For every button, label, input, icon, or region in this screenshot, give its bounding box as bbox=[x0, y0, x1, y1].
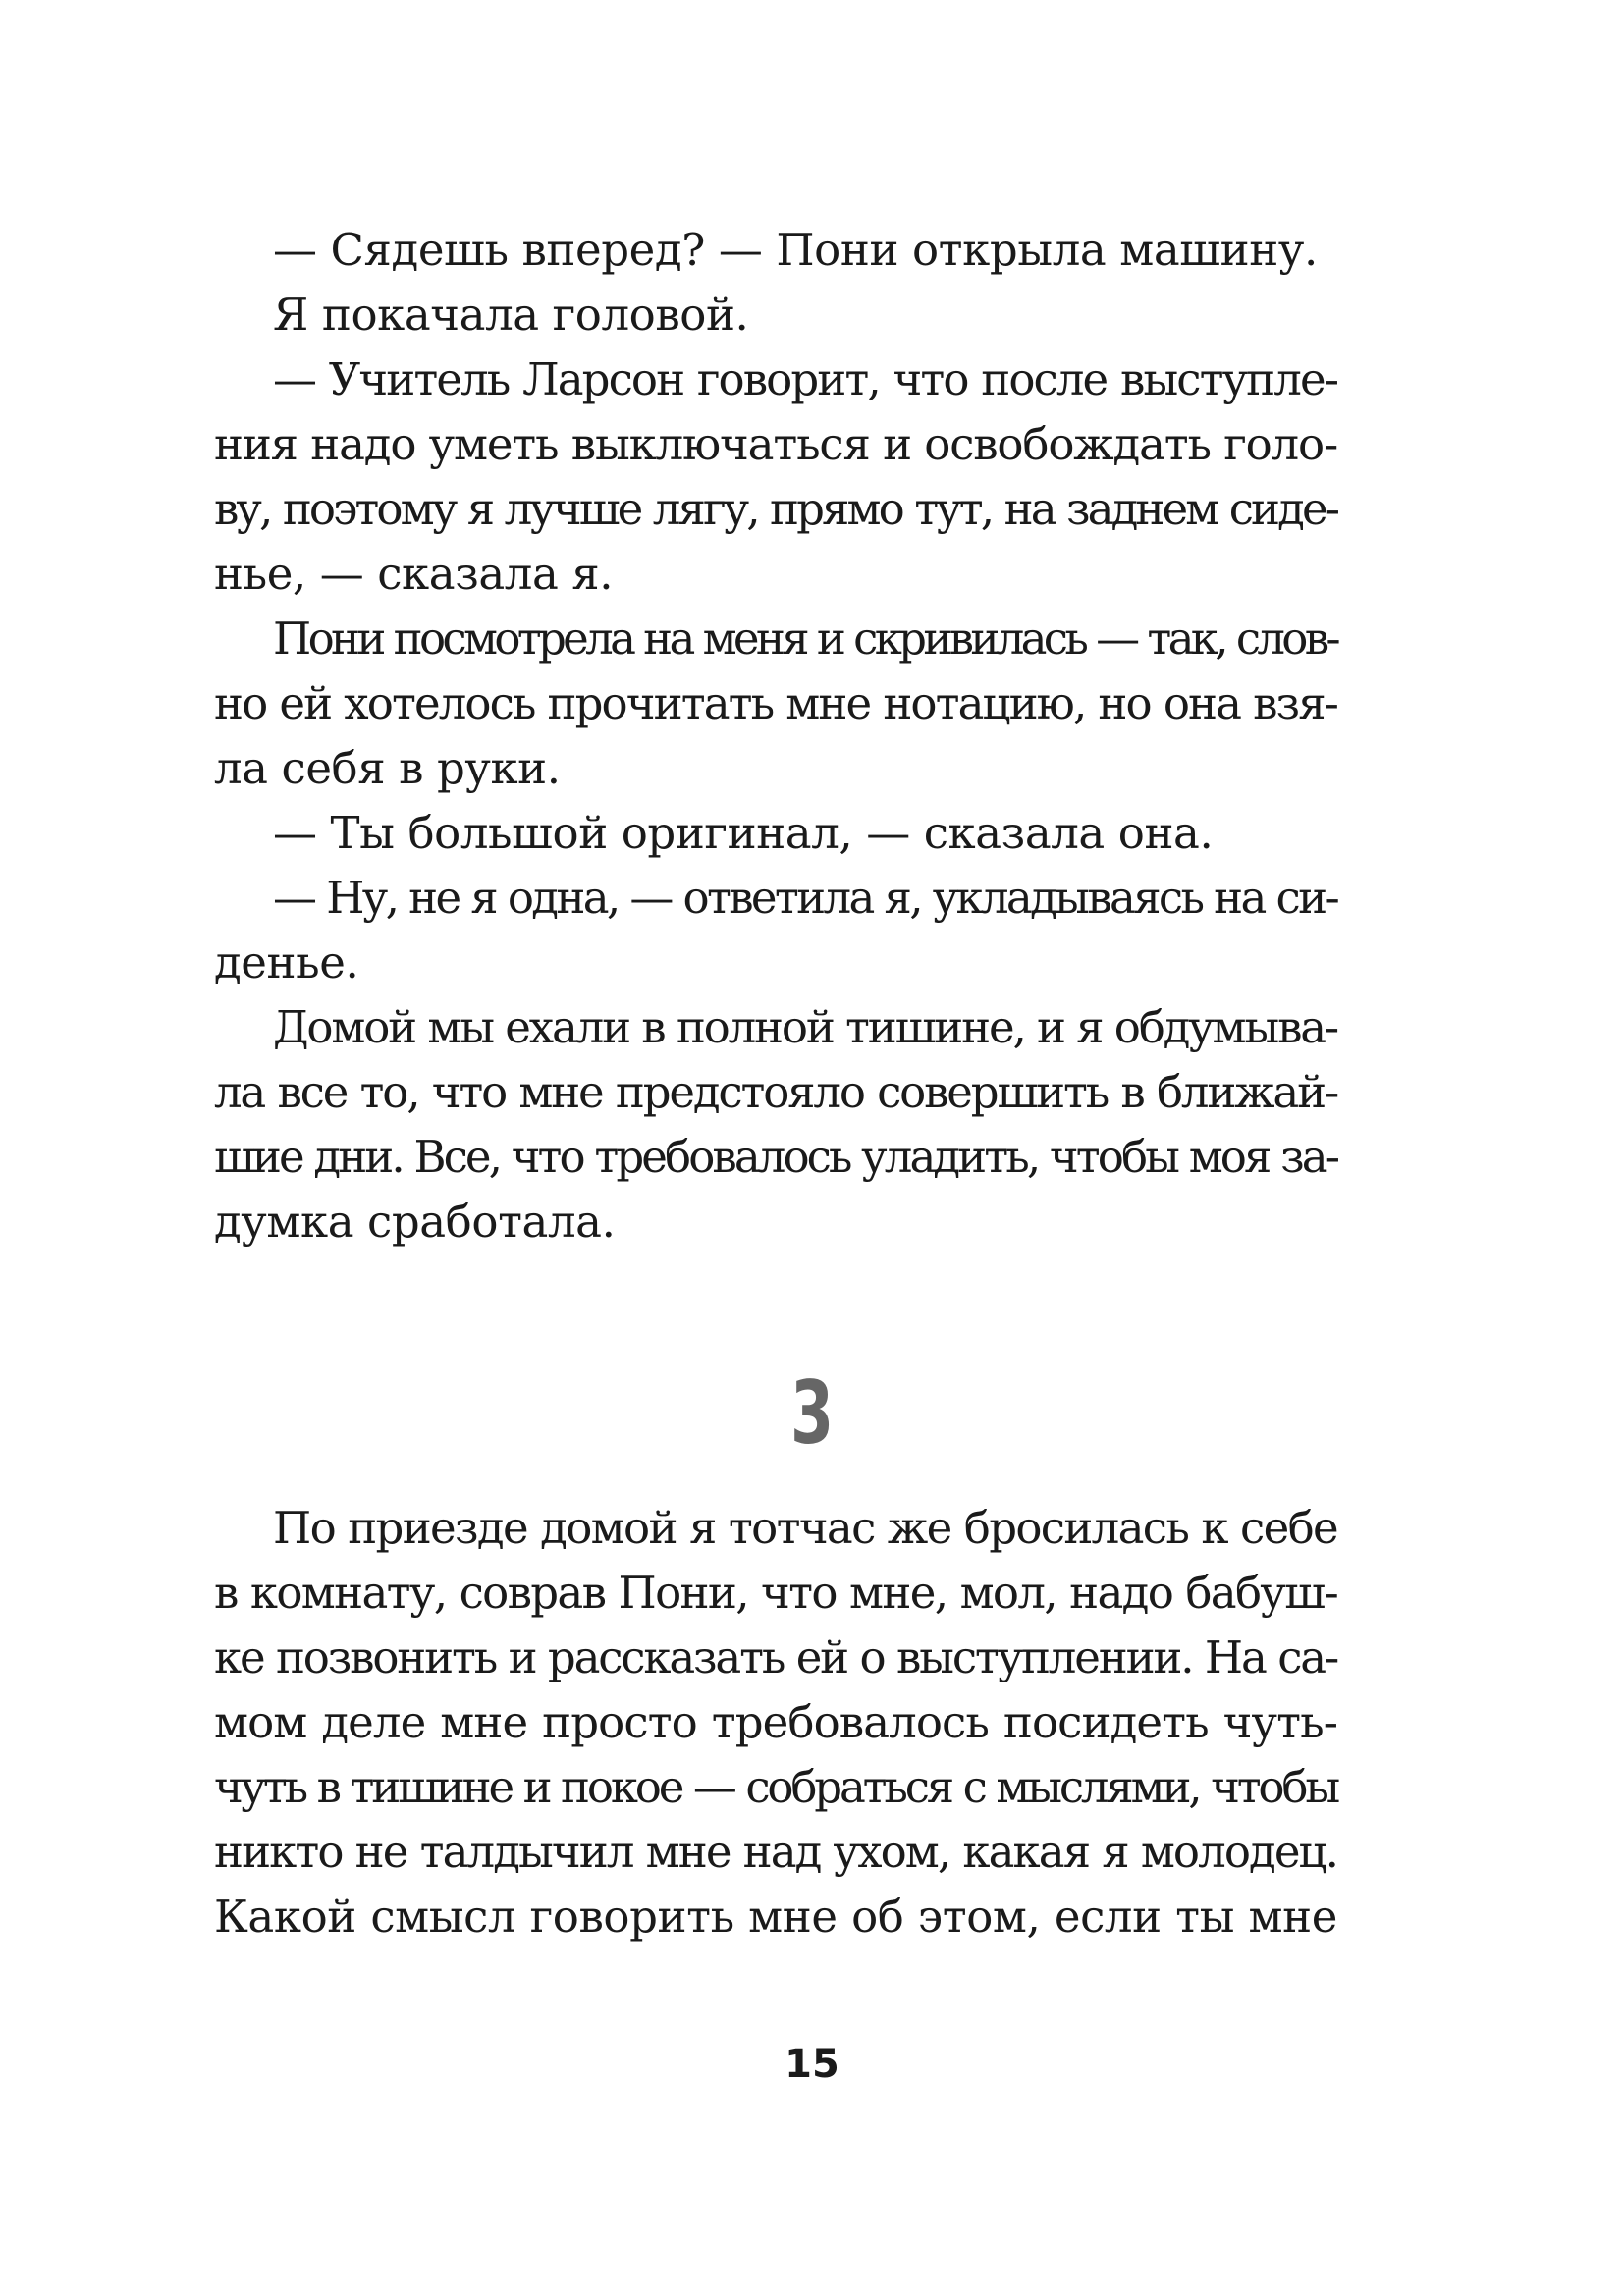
text-line: денье. bbox=[214, 936, 359, 988]
text-line: ке позвонить и рассказать ей о выступлении. На са- bbox=[214, 1631, 1337, 1683]
text-line: — Сядешь вперед? — Пони открыла машину. bbox=[273, 224, 1318, 276]
text-line: в комнату, соврав Пони, что мне, мол, надо бабуш- bbox=[214, 1567, 1337, 1619]
text-line: шие дни. Все, что требовалось уладить, чтобы моя за- bbox=[214, 1131, 1337, 1183]
text-line: Я покачала головой. bbox=[273, 289, 749, 341]
text-line: мом деле мне просто требовалось посидеть чуть- bbox=[214, 1696, 1337, 1748]
text-line: чуть в тишине и покое — собраться с мыслями, чтобы bbox=[214, 1761, 1337, 1813]
text-line: никто не талдычил мне над ухом, какая я молодец. bbox=[214, 1826, 1337, 1878]
text-line: ла все то, что мне предстояло совершить в ближай- bbox=[214, 1066, 1337, 1118]
text-line: Какой смысл говорить мне об этом, если ты мне bbox=[214, 1891, 1337, 1943]
text-line: ву, поэтому я лучше лягу, прямо тут, на заднем сиде- bbox=[214, 483, 1337, 535]
text-line: думка сработала. bbox=[214, 1196, 616, 1248]
text-line: — Ты большой оригинал, — сказала она. bbox=[273, 807, 1214, 859]
text-line: нье, — сказала я. bbox=[214, 548, 614, 600]
text-line: Пони посмотрела на меня и скривилась — так, слов- bbox=[273, 613, 1337, 665]
text-line: ла себя в руки. bbox=[214, 742, 561, 794]
text-line: но ей хотелось прочитать мне нотацию, но она взя- bbox=[214, 677, 1337, 729]
text-line: ния надо уметь выключаться и освобождать голо- bbox=[214, 418, 1337, 470]
chapter-number: 3 bbox=[789, 1362, 835, 1464]
page-number: 15 bbox=[785, 2042, 839, 2087]
text-line: — Ну, не я одна, — ответила я, укладываясь на си- bbox=[273, 872, 1337, 924]
text-line: По приезде домой я тотчас же бросилась к себе bbox=[273, 1502, 1337, 1554]
text-line: Домой мы ехали в полной тишине, и я обдумыва- bbox=[273, 1001, 1337, 1053]
text-line: — Учитель Ларсон говорит, что после выступле- bbox=[273, 353, 1337, 405]
